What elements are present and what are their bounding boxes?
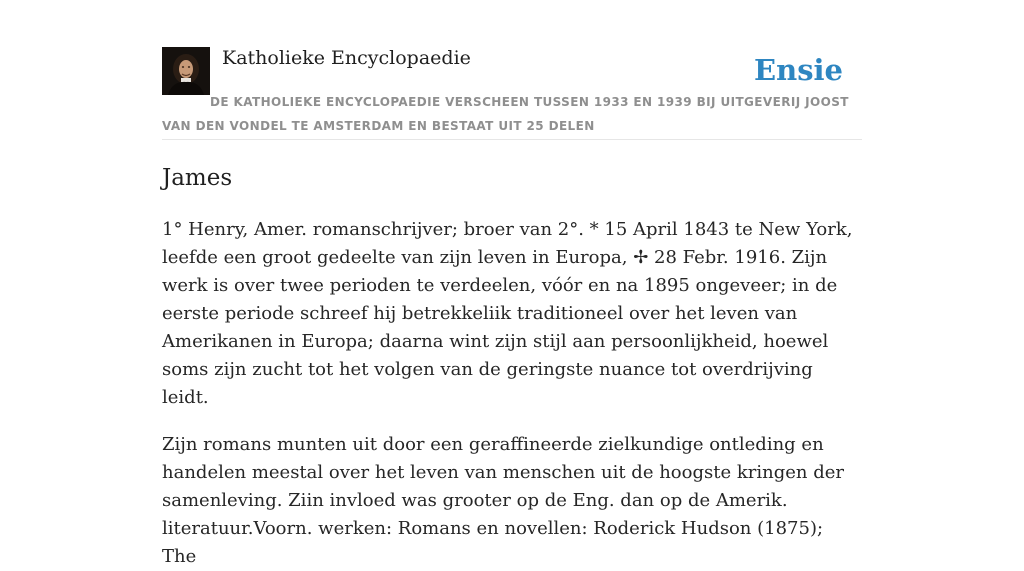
- ensie-logo-link[interactable]: Ensie: [754, 53, 843, 87]
- portrait-avatar-icon[interactable]: [162, 47, 210, 95]
- article-paragraph: Zijn romans munten uit door een geraffineerde zielkundige ontleding en handelen meestal over het leven van menschen uit de hoogste kringen der samenleving. Ziin invloed was grooter op de Eng. dan op de Amerik. literatuur.Voorn. werken: Romans en novellen: Roderick Hudson (1875); The: [162, 434, 844, 567]
- article-paragraph: 1° Henry, Amer. romanschrijver; broer van 2°. * 15 April 1843 te New York, leefde een groot gedeelte van zijn leven in Europa, ✢ 28 Febr. 1916. Zijn werk is over twee perioden te verdeelen, vóór en na 1895 ongeveer; in de eerste periode schreef hij betrekkeliik traditioneel over het leven van Amerikanen in Europa; daarna wint zijn stijl aan persoonlijkheid, hoewel soms zijn zucht tot het volgen van de geringste nuance tot overdrijving leidt.: [162, 219, 853, 408]
- site-header: [162, 46, 862, 140]
- site-tagline: DE KATHOLIEKE ENCYCLOPAEDIE VERSCHEEN TUSSEN 1933 EN 1939 BIJ UITGEVERIJ JOOST VAN DEN VONDEL TE AMSTERDAM EN BESTAAT UIT 25 DELEN: [162, 95, 849, 133]
- site-name-link[interactable]: Katholieke Encyclopaedie: [222, 47, 471, 69]
- article-title: James: [162, 165, 233, 191]
- article: [162, 160, 862, 571]
